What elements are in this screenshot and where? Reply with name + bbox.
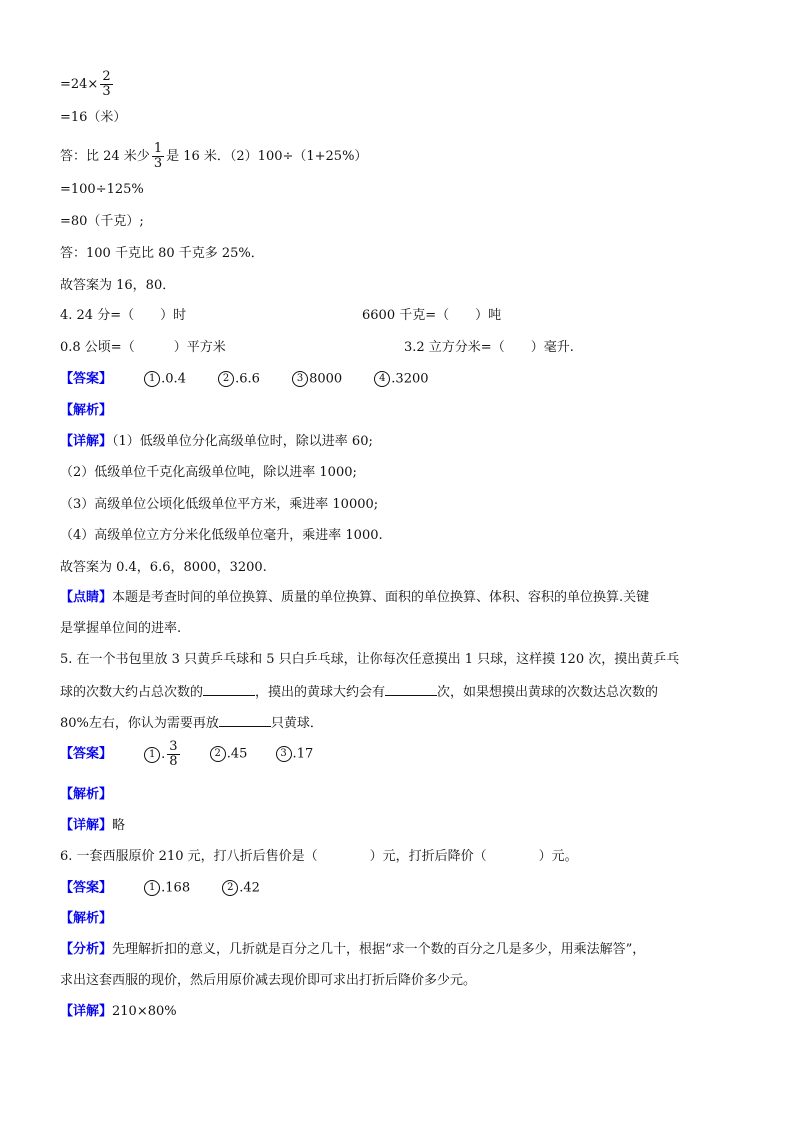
- q5-line-3: 80%左右，你认为需要再放 只黄球．: [60, 716, 323, 731]
- q4-detail-5: 故答案为 0.4，6.6，8000，3200.: [60, 560, 267, 575]
- q4-detail-2: （2）低级单位千克化高级单位吨，除以进率 1000;: [60, 465, 357, 480]
- final-answer-line: 故答案为 16，80．: [60, 278, 176, 293]
- blank: [385, 683, 437, 696]
- q4-detail-4: （4）高级单位立方分米化低级单位毫升，乘进率 1000.: [60, 528, 383, 543]
- fraction: $\frac{1}{3}$: [153, 141, 163, 171]
- q5-line-1: 5. 在一个书包里放 3 只黄乒乓球和 5 只白乒乓球，让你每次任意摸出 1 只球，这样摸 120 次，摸出黄乒乓: [60, 652, 680, 667]
- answer-label: 【答案】: [60, 746, 113, 762]
- q6-analyze-2: 求出这套西服的现价，然后用原价减去现价即可求出打折后降价多少元。: [60, 973, 477, 988]
- calc-line-4: =80（千克）;: [60, 214, 144, 229]
- q4-detail-3: （3）高级单位公顷化低级单位平方米，乘进率 10000;: [60, 497, 379, 512]
- fraction: $\frac{3}{8}$: [169, 739, 178, 769]
- q4-analysis-label: 【解析】: [60, 403, 113, 418]
- calc-line-2: =16（米）: [60, 110, 127, 125]
- answer-line-2: 答：100 千克比 80 千克多 25%．: [60, 246, 264, 261]
- q4-detail-1: 【详解】（1）低级单位分化高级单位时，除以进率 60;: [60, 434, 373, 449]
- blank: [219, 714, 271, 727]
- answer-label: 【答案】: [60, 371, 113, 387]
- answer-line-1: 答：比 24 米少 $\frac{1}{3}$ 是 16 米．（2）100÷（1+25%）: [60, 141, 368, 171]
- q6-analyze-1: 【分析】先理解折扣的意义，几折就是百分之几十，根据“求一个数的百分之几是多少，用乘法解答”，: [60, 942, 646, 957]
- q4-line-1b: 6600 千克=（ ）吨: [362, 308, 502, 323]
- q4-line-2b: 3.2 立方分米=（ ）毫升.: [404, 340, 574, 355]
- q6-analysis-label: 【解析】: [60, 911, 113, 926]
- q6-detail: 【详解】210×80%: [60, 1004, 177, 1019]
- q6-answer: 【答案】 1 .168 2 .42: [60, 880, 260, 896]
- q4-answer: 【答案】 1 .0.4 2 .6.6 3 8000 4 .3200: [60, 371, 429, 387]
- answer-label: 【答案】: [60, 880, 113, 896]
- q5-line-2: 球的次数大约占总次数的 ，摸出的黄球大约会有 次，如果想摸出黄球的次数达总次数的: [60, 685, 659, 700]
- q6-line-1: 6. 一套西服原价 210 元，打八折后售价是（ ）元，打折后降价（ ）元。: [60, 849, 578, 864]
- blank: [203, 683, 255, 696]
- q5-analysis-label: 【解析】: [60, 787, 113, 802]
- q4-review-2: 是掌握单位间的进率.: [60, 621, 182, 636]
- fraction: $\frac{2}{3}$: [102, 69, 111, 99]
- q4-review-1: 【点睛】本题是考查时间的单位换算、质量的单位换算、面积的单位换算、体积、容积的单位换算.关键: [60, 590, 650, 605]
- calc-line-3: =100÷125%: [60, 182, 144, 197]
- calc-line-1: =24× $\frac{2}{3}$: [60, 69, 111, 99]
- q5-detail: 【详解】略: [60, 818, 126, 833]
- q5-answer: 【答案】 1 . $\frac{3}{8}$ 2 .45 3 .17: [60, 739, 314, 769]
- q4-line-2: 0.8 公顷=（ ）平方米: [60, 340, 226, 355]
- q4-line-1: 4. 24 分=（ ）时: [60, 308, 187, 323]
